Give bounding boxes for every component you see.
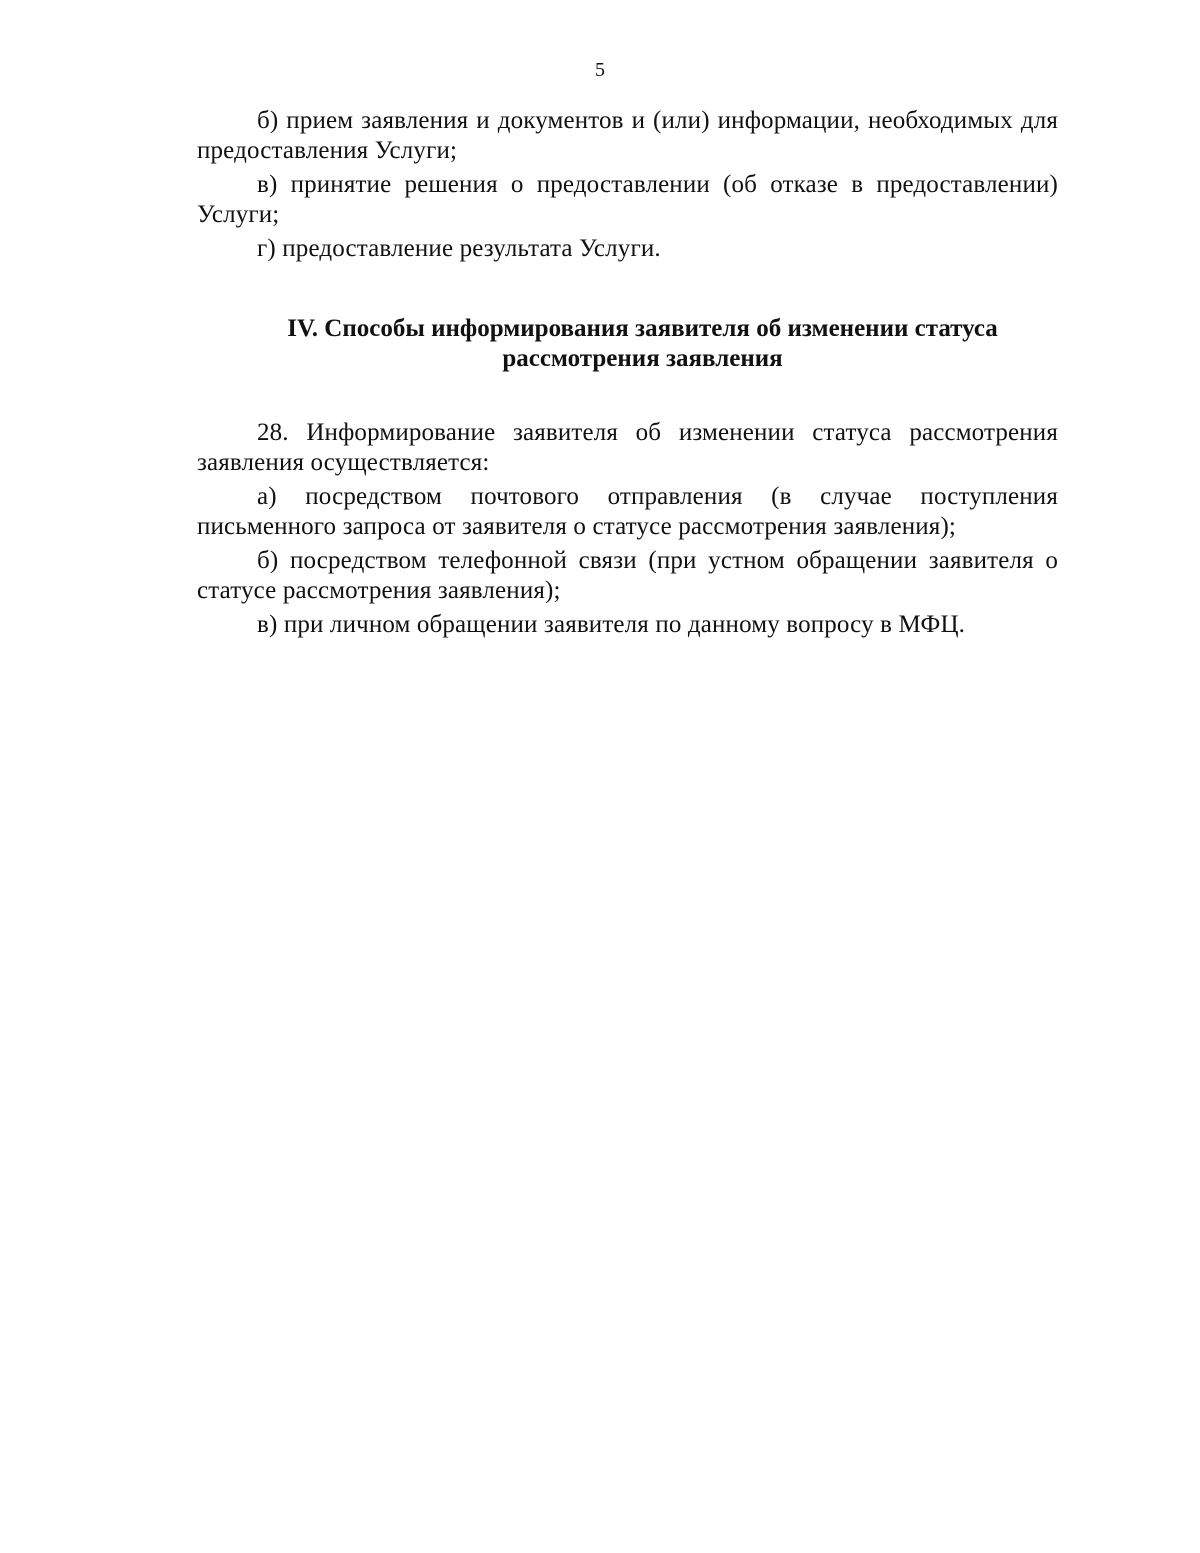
paragraph-v-personal: в) при личном обращении заявителя по данному вопросу в МФЦ. <box>257 611 966 638</box>
section-heading-line-1: IV. Способы информирования заявителя об изменении статуса <box>287 315 998 342</box>
document-body <box>197 106 1058 644</box>
paragraph-b-phone: б) посредством телефонной связи (при устном обращении заявителя о статусе рассмотрения заявления); <box>197 547 1058 604</box>
paragraph-b-receipt: б) прием заявления и документов и (или) информации, необходимых для предоставления Услуги; <box>197 107 1058 164</box>
paragraph-a-post: а) посредством почтового отправления (в случае поступления письменного запроса от заявителя о статусе рассмотрения заявления); <box>197 483 1058 540</box>
paragraph-v-decision: в) принятие решения о предоставлении (об отказе в предоставлении) Услуги; <box>197 171 1058 228</box>
section-heading-line-2: рассмотрения заявления <box>502 345 783 372</box>
section-heading <box>197 314 1058 374</box>
paragraph-g-result: г) предоставление результата Услуги. <box>257 235 661 262</box>
paragraph-28: 28. Информирование заявителя об изменении статуса рассмотрения заявления осуществляется: <box>197 419 1058 476</box>
page-number: 5 <box>595 59 605 81</box>
